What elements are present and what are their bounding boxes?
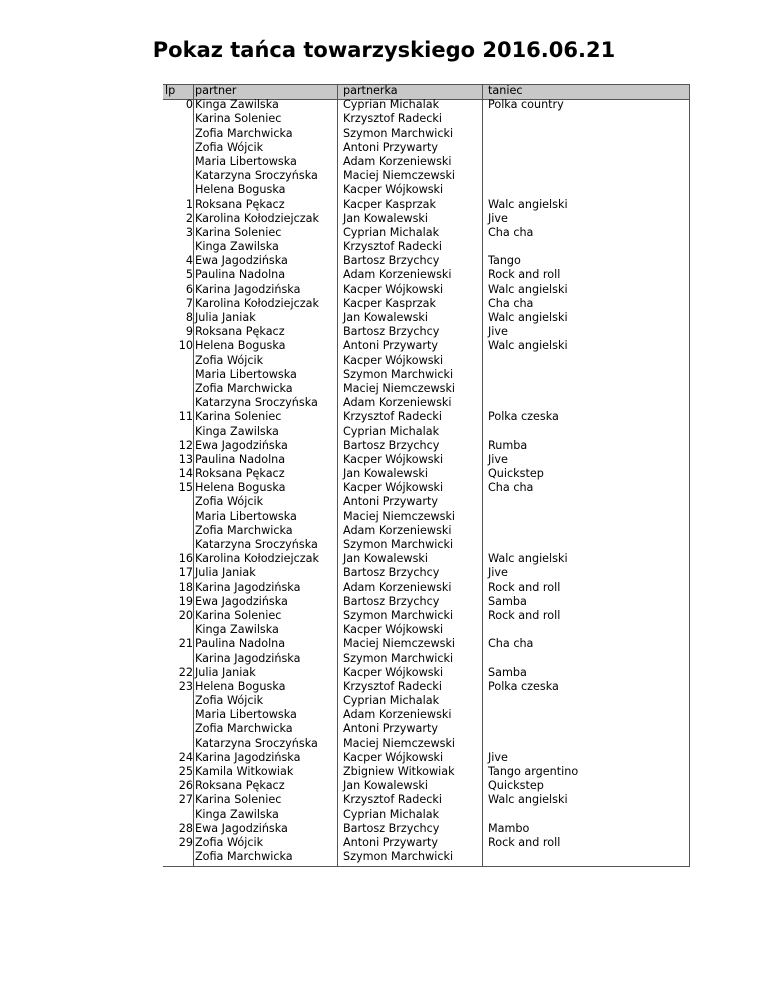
cell-partnerka: Adam Korzeniewski — [343, 268, 452, 282]
cell-lp-empty — [163, 354, 193, 368]
cell-partner: Roksana Pękacz — [195, 325, 285, 339]
cell-partner: Maria Libertowska — [195, 509, 297, 523]
cell-lp: 17 — [178, 566, 193, 580]
cell-partnerka: Krzysztof Radecki — [343, 679, 442, 693]
cell-taniec-empty — [488, 396, 588, 410]
cell-partnerka: Maciej Niemczewski — [343, 381, 456, 395]
cell-partner: Julia Janiak — [195, 566, 256, 580]
cell-lp: 6 — [185, 282, 193, 296]
cell-taniec: Walc angielski — [488, 197, 568, 211]
cell-partner: Ewa Jagodzińska — [195, 254, 288, 268]
cell-taniec-empty — [488, 524, 588, 538]
cell-partnerka: Jan Kowalewski — [343, 311, 428, 324]
cell-taniec-empty — [488, 155, 588, 169]
cell-partnerka: Adam Korzeniewski — [343, 523, 452, 537]
cell-taniec-empty — [488, 694, 588, 708]
cell-partner: Ewa Jagodzińska — [195, 438, 288, 452]
cell-partnerka: Cyprian Michalak — [343, 424, 440, 438]
cell-partner: Zofia Wójcik — [195, 140, 264, 154]
cell-partner: Helena Boguska — [195, 183, 286, 197]
cell-partnerka: Jan Kowalewski — [343, 552, 428, 566]
cell-partner: Ewa Jagodzińska — [195, 821, 288, 835]
cell-partnerka: Antoni Przywarty — [343, 495, 438, 509]
cell-partnerka: Bartosz Brzychcy — [343, 254, 440, 268]
column-taniec — [488, 84, 588, 864]
cell-partnerka: Maciej Niemczewski — [343, 637, 456, 651]
cell-taniec: Jive — [488, 325, 508, 339]
cell-partner: Karina Soleniec — [195, 793, 282, 807]
cell-partnerka: Cyprian Michalak — [343, 98, 440, 112]
cell-taniec-empty — [488, 722, 588, 736]
cell-taniec: Cha cha — [488, 637, 534, 651]
cell-taniec-empty — [488, 808, 588, 822]
cell-taniec: Samba — [488, 594, 527, 608]
cell-partner: Katarzyna Sroczyńska — [195, 396, 318, 410]
column-lp — [163, 84, 193, 864]
cell-partner: Roksana Pękacz — [195, 467, 285, 481]
cell-partner: Kinga Zawilska — [195, 807, 279, 821]
table-bottom-line — [163, 866, 690, 867]
cell-lp-empty — [163, 240, 193, 254]
cell-partner: Zofia Wójcik — [195, 353, 264, 367]
column-divider-partnerka — [482, 84, 483, 866]
page-title: Pokaz tańca towarzyskiego 2016.06.21 — [152, 38, 616, 62]
cell-taniec-empty — [488, 240, 588, 254]
header-lp: lp — [165, 84, 176, 97]
cell-partner: Ewa Jagodzińska — [195, 594, 288, 608]
cell-lp: 13 — [178, 452, 193, 466]
cell-taniec: Rumba — [488, 438, 528, 452]
cell-partnerka: Antoni Przywarty — [343, 140, 438, 154]
cell-partner: Zofia Wójcik — [195, 694, 264, 708]
cell-lp-empty — [163, 183, 193, 197]
cell-partnerka: Krzysztof Radecki — [343, 240, 442, 254]
cell-lp-empty — [163, 396, 193, 410]
cell-taniec: Rock and roll — [488, 835, 561, 849]
cell-taniec-empty — [488, 112, 588, 126]
cell-lp-empty — [163, 127, 193, 141]
cell-taniec: Walc angielski — [488, 282, 568, 296]
cell-partner: Kinga Zawilska — [195, 98, 279, 112]
cell-lp: 0 — [185, 98, 193, 112]
cell-partnerka: Szymon Marchwicki — [343, 126, 454, 140]
cell-lp-empty — [163, 708, 193, 722]
cell-partner: Zofia Marchwicka — [195, 126, 293, 140]
cell-lp-empty — [163, 737, 193, 751]
cell-partner: Julia Janiak — [195, 311, 256, 324]
cell-partnerka: Szymon Marchwicki — [343, 367, 454, 381]
cell-taniec-empty — [488, 510, 588, 524]
cell-lp: 23 — [178, 679, 193, 693]
cell-taniec: Walc angielski — [488, 552, 568, 566]
cell-lp-empty — [163, 169, 193, 183]
cell-lp-empty — [163, 495, 193, 509]
cell-partner: Kinga Zawilska — [195, 424, 279, 438]
cell-partner: Karina Jagodzińska — [195, 750, 301, 764]
cell-lp: 4 — [185, 254, 193, 268]
cell-taniec: Jive — [488, 211, 508, 225]
cell-partnerka: Bartosz Brzychcy — [343, 438, 440, 452]
cell-partnerka: Kacper Wójkowski — [343, 282, 444, 296]
cell-taniec: Rock and roll — [488, 580, 561, 594]
cell-partnerka: Szymon Marchwicki — [343, 608, 454, 622]
cell-lp: 11 — [178, 410, 193, 424]
cell-partnerka: Szymon Marchwicki — [343, 538, 454, 551]
cell-lp: 14 — [178, 467, 193, 481]
cell-lp-empty — [163, 538, 193, 552]
cell-taniec-empty — [488, 183, 588, 197]
cell-partner: Julia Janiak — [195, 665, 256, 679]
cell-taniec: Cha cha — [488, 296, 534, 310]
cell-partnerka: Kacper Wójkowski — [343, 353, 444, 367]
cell-partner: Zofia Marchwicka — [195, 722, 293, 736]
cell-taniec: Walc angielski — [488, 793, 568, 807]
cell-taniec-empty — [488, 141, 588, 155]
cell-lp: 8 — [185, 311, 193, 324]
cell-taniec: Tango — [488, 254, 521, 268]
cell-taniec-empty — [488, 623, 588, 637]
cell-lp: 27 — [178, 793, 193, 807]
cell-lp-empty — [163, 652, 193, 666]
cell-lp: 10 — [178, 339, 193, 353]
cell-partnerka: Jan Kowalewski — [343, 467, 428, 481]
cell-lp-empty — [163, 510, 193, 524]
column-partnerka — [343, 84, 478, 864]
header-taniec: taniec — [488, 84, 523, 97]
cell-lp: 21 — [178, 637, 193, 651]
cell-partner: Karina Jagodzińska — [195, 282, 301, 296]
cell-partner: Roksana Pękacz — [195, 197, 285, 211]
cell-lp-empty — [163, 382, 193, 396]
cell-partnerka: Cyprian Michalak — [343, 225, 440, 239]
cell-partner: Karina Soleniec — [195, 112, 282, 126]
column-partner — [195, 84, 330, 864]
cell-partner: Zofia Marchwicka — [195, 523, 293, 537]
cell-partner: Karolina Kołodziejczak — [195, 211, 319, 225]
cell-lp: 3 — [185, 225, 193, 239]
cell-partnerka: Krzysztof Radecki — [343, 112, 442, 126]
cell-lp: 1 — [185, 197, 193, 211]
cell-lp-empty — [163, 368, 193, 382]
cell-lp: 28 — [178, 821, 193, 835]
cell-partner: Maria Libertowska — [195, 708, 297, 722]
cell-taniec: Jive — [488, 452, 508, 466]
cell-partnerka: Kacper Kasprzak — [343, 296, 437, 310]
cell-lp: 22 — [178, 665, 193, 679]
cell-taniec: Jive — [488, 566, 508, 580]
cell-taniec-empty — [488, 737, 588, 751]
cell-lp: 24 — [178, 750, 193, 764]
cell-lp-empty — [163, 155, 193, 169]
cell-partnerka: Antoni Przywarty — [343, 722, 438, 736]
cell-taniec-empty — [488, 382, 588, 396]
cell-partnerka: Maciej Niemczewski — [343, 169, 456, 183]
cell-lp: 9 — [185, 325, 193, 339]
cell-taniec: Cha cha — [488, 481, 534, 495]
cell-partner: Paulina Nadolna — [195, 637, 286, 651]
column-divider-partner — [337, 84, 338, 866]
cell-lp-empty — [163, 141, 193, 155]
cell-taniec-empty — [488, 850, 588, 864]
cell-taniec-empty — [488, 652, 588, 666]
cell-taniec: Mambo — [488, 821, 530, 835]
cell-lp: 5 — [185, 268, 193, 282]
cell-partnerka: Bartosz Brzychcy — [343, 594, 440, 608]
cell-partnerka: Kacper Wójkowski — [343, 183, 444, 197]
cell-partner: Karina Jagodzińska — [195, 651, 301, 665]
cell-partner: Karina Soleniec — [195, 410, 282, 424]
cell-taniec: Samba — [488, 665, 527, 679]
cell-partnerka: Kacper Wójkowski — [343, 623, 444, 637]
cell-partner: Zofia Wójcik — [195, 495, 264, 509]
cell-taniec-empty — [488, 368, 588, 382]
cell-partnerka: Antoni Przywarty — [343, 339, 438, 353]
cell-partnerka: Cyprian Michalak — [343, 694, 440, 708]
cell-taniec: Cha cha — [488, 225, 534, 239]
cell-partnerka: Krzysztof Radecki — [343, 410, 442, 424]
cell-partner: Karina Soleniec — [195, 608, 282, 622]
cell-partnerka: Adam Korzeniewski — [343, 580, 452, 594]
cell-partner: Roksana Pękacz — [195, 779, 285, 793]
cell-taniec-empty — [488, 127, 588, 141]
cell-taniec: Walc angielski — [488, 339, 568, 353]
cell-partner: Katarzyna Sroczyńska — [195, 736, 318, 750]
cell-partner: Katarzyna Sroczyńska — [195, 538, 318, 551]
cell-partnerka: Bartosz Brzychcy — [343, 821, 440, 835]
cell-partner: Kamila Witkowiak — [195, 765, 294, 778]
cell-partnerka: Jan Kowalewski — [343, 211, 428, 225]
cell-partner: Karolina Kołodziejczak — [195, 296, 319, 310]
cell-lp: 20 — [178, 608, 193, 622]
cell-partnerka: Zbigniew Witkowiak — [343, 765, 455, 778]
cell-partnerka: Kacper Wójkowski — [343, 665, 444, 679]
cell-taniec: Walc angielski — [488, 311, 568, 324]
cell-taniec: Quickstep — [488, 779, 544, 793]
cell-partnerka: Maciej Niemczewski — [343, 736, 456, 750]
cell-taniec: Polka czeska — [488, 679, 559, 693]
cell-partner: Zofia Marchwicka — [195, 381, 293, 395]
cell-partner: Katarzyna Sroczyńska — [195, 169, 318, 183]
cell-lp: 29 — [178, 835, 193, 849]
cell-taniec: Polka country — [488, 98, 564, 112]
cell-partner: Kinga Zawilska — [195, 240, 279, 254]
cell-partner: Karina Soleniec — [195, 225, 282, 239]
header-partner: partner — [195, 84, 237, 97]
cell-lp-empty — [163, 808, 193, 822]
cell-partnerka: Bartosz Brzychcy — [343, 325, 440, 339]
cell-taniec-empty — [488, 708, 588, 722]
cell-partnerka: Bartosz Brzychcy — [343, 566, 440, 580]
cell-partner: Helena Boguska — [195, 339, 286, 353]
cell-partner: Karolina Kołodziejczak — [195, 552, 319, 566]
cell-lp: 26 — [178, 779, 193, 793]
cell-partnerka: Kacper Wójkowski — [343, 452, 444, 466]
cell-partnerka: Adam Korzeniewski — [343, 708, 452, 722]
column-divider-lp — [193, 84, 194, 866]
cell-partnerka: Adam Korzeniewski — [343, 154, 452, 168]
cell-lp-empty — [163, 850, 193, 864]
cell-taniec-empty — [488, 354, 588, 368]
cell-partnerka: Kacper Wójkowski — [343, 750, 444, 764]
cell-lp-empty — [163, 425, 193, 439]
cell-partnerka: Adam Korzeniewski — [343, 396, 452, 410]
cell-partnerka: Szymon Marchwicki — [343, 651, 454, 665]
cell-partner: Zofia Marchwicka — [195, 850, 293, 864]
cell-lp-empty — [163, 722, 193, 736]
cell-partner: Helena Boguska — [195, 679, 286, 693]
cell-taniec: Rock and roll — [488, 608, 561, 622]
cell-partner: Paulina Nadolna — [195, 268, 286, 282]
cell-partner: Maria Libertowska — [195, 154, 297, 168]
cell-lp: 2 — [185, 211, 193, 225]
cell-partner: Karina Jagodzińska — [195, 580, 301, 594]
cell-taniec: Polka czeska — [488, 410, 559, 424]
cell-taniec-empty — [488, 425, 588, 439]
cell-partnerka: Krzysztof Radecki — [343, 793, 442, 807]
cell-taniec: Tango argentino — [488, 765, 579, 778]
cell-lp: 25 — [178, 765, 193, 778]
cell-partner: Paulina Nadolna — [195, 452, 286, 466]
cell-partnerka: Antoni Przywarty — [343, 835, 438, 849]
cell-partnerka: Szymon Marchwicki — [343, 850, 454, 864]
cell-partnerka: Jan Kowalewski — [343, 779, 428, 793]
cell-partner: Zofia Wójcik — [195, 835, 264, 849]
cell-lp: 19 — [178, 594, 193, 608]
header-partnerka: partnerka — [343, 84, 398, 97]
cell-partner: Maria Libertowska — [195, 367, 297, 381]
cell-partner: Helena Boguska — [195, 481, 286, 495]
cell-lp-empty — [163, 694, 193, 708]
cell-partnerka: Kacper Kasprzak — [343, 197, 437, 211]
cell-partnerka: Cyprian Michalak — [343, 807, 440, 821]
cell-taniec: Jive — [488, 750, 508, 764]
cell-partnerka: Maciej Niemczewski — [343, 509, 456, 523]
cell-partner: Kinga Zawilska — [195, 623, 279, 637]
cell-lp-empty — [163, 524, 193, 538]
cell-taniec: Quickstep — [488, 467, 544, 481]
cell-taniec-empty — [488, 495, 588, 509]
cell-taniec-empty — [488, 538, 588, 552]
cell-lp-empty — [163, 112, 193, 126]
cell-lp: 7 — [185, 296, 193, 310]
cell-taniec: Rock and roll — [488, 268, 561, 282]
cell-lp: 18 — [178, 580, 193, 594]
cell-lp-empty — [163, 623, 193, 637]
cell-lp: 16 — [178, 552, 193, 566]
cell-lp: 15 — [178, 481, 193, 495]
cell-partnerka: Kacper Wójkowski — [343, 481, 444, 495]
column-divider-taniec — [689, 84, 690, 866]
cell-taniec-empty — [488, 169, 588, 183]
cell-lp: 12 — [178, 438, 193, 452]
